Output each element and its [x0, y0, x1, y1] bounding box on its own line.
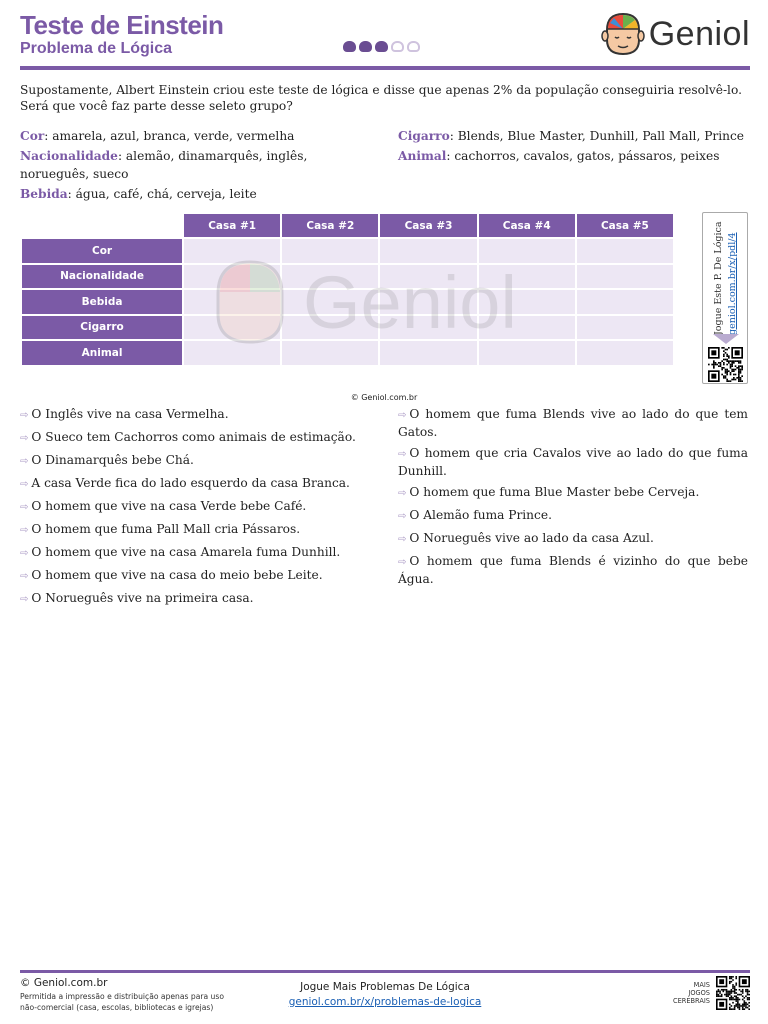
arrow-right-icon: ⇨ [398, 557, 407, 568]
grid-row-header: Animal [22, 341, 182, 365]
clue-text: O homem que vive na casa Verde bebe Café. [31, 499, 307, 513]
footer-cta-text: Jogue Mais Problemas De Lógica [300, 981, 470, 993]
category-values: : amarela, azul, branca, verde, vermelha [44, 129, 295, 143]
clue-item [20, 475, 385, 493]
grid-column-header: Casa #2 [282, 214, 378, 237]
more-games-line: CEREBRAIS [673, 997, 710, 1005]
footer-copyright: © Geniol.com.br [20, 977, 108, 989]
clue-item [20, 406, 385, 424]
arrow-right-icon: ⇨ [398, 534, 407, 545]
qr-code-icon[interactable] [716, 976, 750, 1010]
category-label: Bebida [20, 187, 68, 201]
clues-right [398, 406, 748, 592]
arrow-right-icon: ⇨ [20, 548, 29, 559]
clue-text: O homem que fuma Blends vive ao lado do que tem Gatos. [398, 407, 748, 439]
category-bebida [20, 185, 380, 203]
clue-text: O Norueguês vive ao lado da casa Azul. [409, 531, 654, 545]
more-games-line: JOGOS [688, 989, 710, 997]
clue-item [20, 544, 385, 562]
logo-text: Geniol [648, 14, 750, 53]
intro-text: Supostamente, Albert Einstein criou este teste de lógica e disse que apenas 2% da população conseguiria resolvê-lo. Será que você faz parte desse seleto grupo? [20, 83, 742, 113]
grid-column-header: Casa #1 [184, 214, 280, 237]
watermark [205, 252, 585, 352]
category-label: Animal [398, 149, 447, 163]
category-cigarro [398, 127, 750, 145]
clues-left [20, 406, 385, 613]
difficulty-brain-icon [407, 41, 420, 52]
arrow-right-icon: ⇨ [20, 571, 29, 582]
difficulty-brain-icon [375, 41, 388, 52]
difficulty-brain-icon [343, 41, 356, 52]
category-values: : água, café, chá, cerveja, leite [67, 187, 257, 201]
category-label: Nacionalidade [20, 149, 118, 163]
solution-grid [20, 212, 675, 367]
difficulty-brain-icon [359, 41, 372, 52]
arrow-down-icon [713, 334, 739, 344]
clue-item [20, 498, 385, 516]
clue-item [398, 484, 748, 502]
play-online-text [709, 223, 745, 335]
arrow-right-icon: ⇨ [20, 479, 29, 490]
watermark-head-icon [205, 254, 295, 350]
footer-permission-line: Permitida a impressão e distribuição apenas para uso [20, 992, 224, 1001]
play-online-label: Jogue Este P. De Lógica [713, 221, 724, 335]
grid-row-header: Cigarro [22, 316, 182, 340]
arrow-right-icon: ⇨ [20, 502, 29, 513]
clue-item [20, 567, 385, 585]
categories-right [398, 127, 750, 167]
clue-item [398, 507, 748, 525]
brain-head-icon [601, 10, 645, 58]
category-animal [398, 147, 750, 165]
grid-cell[interactable] [577, 316, 673, 340]
arrow-right-icon: ⇨ [20, 594, 29, 605]
category-values: : Blends, Blue Master, Dunhill, Pall Mall, Prince [449, 129, 745, 143]
watermark-text: Geniol [303, 260, 517, 344]
difficulty-rating [343, 41, 420, 52]
category-values: : cachorros, cavalos, gatos, pássaros, peixes [446, 149, 720, 163]
footer-divider [20, 970, 750, 973]
grid-cell[interactable] [577, 265, 673, 289]
grid-column-header: Casa #5 [577, 214, 673, 237]
grid-column-header: Casa #3 [380, 214, 476, 237]
clue-text: O homem que fuma Blue Master bebe Cerveja. [409, 485, 700, 499]
grid-corner [22, 214, 182, 237]
geniol-logo [601, 10, 750, 58]
clue-text: O homem que vive na casa Amarela fuma Dunhill. [31, 545, 341, 559]
clue-text: O Dinamarquês bebe Chá. [31, 453, 194, 467]
page-title: Teste de Einstein [20, 10, 224, 40]
footer-permission-line: não-comercial (casa, escolas, bibliotecas e igrejas) [20, 1003, 214, 1012]
clue-item [398, 553, 748, 587]
clue-text: A casa Verde fica do lado esquerdo da casa Branca. [31, 476, 350, 490]
play-online-box [702, 212, 748, 384]
page-subtitle: Problema de Lógica [20, 40, 173, 57]
category-label: Cigarro [398, 129, 450, 143]
arrow-right-icon: ⇨ [398, 511, 407, 522]
clue-text: O homem que fuma Blends é vizinho do que bebe Água. [398, 554, 748, 586]
footer-cta [240, 980, 530, 1010]
arrow-right-icon: ⇨ [398, 488, 407, 499]
footer-right [673, 976, 750, 1010]
arrow-right-icon: ⇨ [20, 456, 29, 467]
clue-text: O homem que cria Cavalos vive ao lado do que fuma Dunhill. [398, 446, 748, 478]
category-label: Cor [20, 129, 45, 143]
grid-cell[interactable] [577, 290, 673, 314]
grid-cell[interactable] [577, 239, 673, 263]
categories-left [20, 127, 380, 205]
clue-item [20, 521, 385, 539]
clue-item [20, 429, 385, 447]
clue-text: O Inglês vive na casa Vermelha. [31, 407, 229, 421]
clue-item [398, 445, 748, 479]
category-cor [20, 127, 380, 145]
qr-code-icon[interactable] [708, 347, 743, 382]
grid-row-header: Bebida [22, 290, 182, 314]
more-games-line: MAIS [693, 981, 710, 989]
clue-text: O Norueguês vive na primeira casa. [31, 591, 254, 605]
arrow-right-icon: ⇨ [20, 525, 29, 536]
arrow-right-icon: ⇨ [398, 410, 407, 421]
clue-text: O homem que fuma Pall Mall cria Pássaros. [31, 522, 301, 536]
clue-item [20, 452, 385, 470]
more-games-label [673, 981, 710, 1005]
arrow-right-icon: ⇨ [398, 449, 407, 460]
clue-item [398, 406, 748, 440]
arrow-right-icon: ⇨ [20, 410, 29, 421]
difficulty-brain-icon [391, 41, 404, 52]
clue-item [20, 590, 385, 608]
clue-text: O homem que vive na casa do meio bebe Leite. [31, 568, 323, 582]
play-online-link[interactable]: geniol.com.br/x/pdl/4 [727, 232, 738, 335]
clue-item [398, 530, 748, 548]
footer-cta-link[interactable]: geniol.com.br/x/problemas-de-logica [288, 996, 482, 1008]
grid-column-header: Casa #4 [479, 214, 575, 237]
clue-text: O Sueco tem Cachorros como animais de estimação. [31, 430, 356, 444]
clue-text: O Alemão fuma Prince. [409, 508, 552, 522]
arrow-right-icon: ⇨ [20, 433, 29, 444]
header-divider [20, 66, 750, 70]
grid-row-header: Cor [22, 239, 182, 263]
grid-row-header: Nacionalidade [22, 265, 182, 289]
page-header [20, 8, 750, 68]
grid-copyright: © Geniol.com.br [350, 393, 418, 402]
category-nacionalidade [20, 147, 380, 183]
category-values: : alemão, dinamarquês, inglês, norueguês, sueco [20, 149, 308, 181]
grid-cell[interactable] [577, 341, 673, 365]
